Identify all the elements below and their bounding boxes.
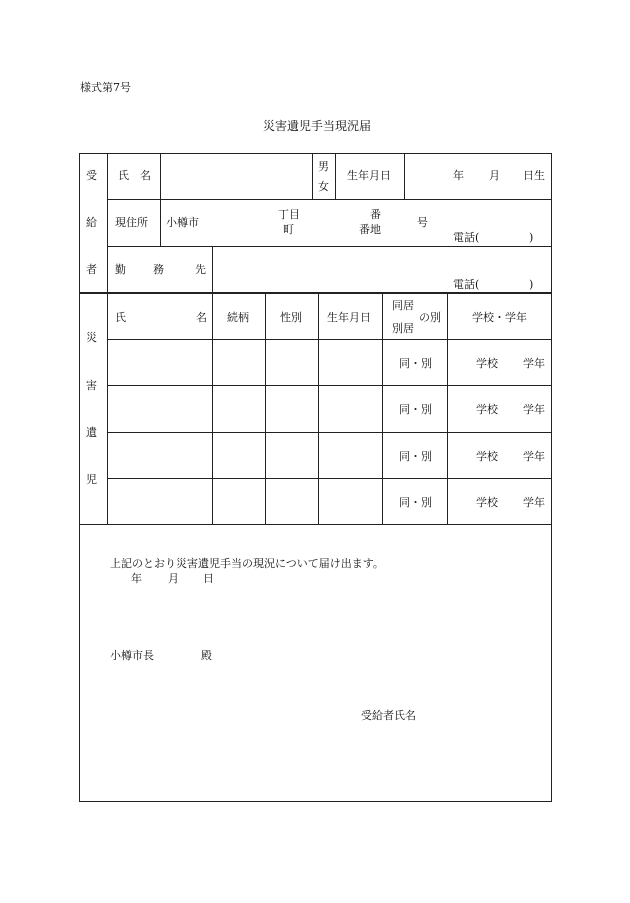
address-banchi: 番地 (359, 223, 381, 236)
row-line (107, 432, 552, 433)
row-cohab: 同・別 (399, 403, 432, 416)
col-line (335, 153, 336, 199)
section-char: 受 (86, 169, 97, 182)
phone-label: 電話( (453, 231, 480, 244)
col-line (312, 153, 313, 199)
birth-year: 年 (453, 169, 464, 182)
work-label: 務 (153, 263, 164, 276)
row-grade: 学年 (523, 403, 545, 416)
section-separator (79, 524, 552, 525)
declaration-year: 年 (131, 572, 142, 585)
section-char: 児 (86, 473, 97, 486)
section-char: 遺 (86, 426, 97, 439)
declaration-month: 月 (168, 572, 179, 585)
row-cohab: 同・別 (399, 496, 432, 509)
addressee: 小樽市長 (110, 649, 154, 662)
col-header-school: 学校・学年 (472, 311, 527, 324)
applicant-name-label: 受給者氏名 (361, 709, 416, 722)
col-line (160, 153, 161, 246)
row-grade: 学年 (523, 357, 545, 370)
address-city: 小樽市 (166, 216, 199, 229)
phone-close: ) (529, 231, 534, 244)
birth-day: 日生 (523, 169, 545, 182)
row-cohab: 同・別 (399, 357, 432, 370)
row-school: 学校 (476, 450, 498, 463)
work-label: 先 (195, 263, 206, 276)
address-ban: 番 (370, 208, 381, 221)
name-label: 氏 名 (118, 169, 151, 182)
frame-bottom (79, 801, 552, 802)
sex-male: 男 (318, 160, 329, 173)
section-char: 災 (86, 331, 97, 344)
row-grade: 学年 (523, 450, 545, 463)
section-char: 者 (86, 263, 97, 276)
col-header-cohab: の別 (419, 311, 441, 324)
work-label: 勤 (115, 263, 126, 276)
col-line (404, 153, 405, 199)
section-char: 害 (86, 379, 97, 392)
address-chome: 丁目 (278, 208, 300, 221)
col-header-sex: 性別 (280, 311, 302, 324)
form-number: 様式第7号 (80, 81, 131, 94)
frame-left (79, 153, 80, 802)
birth-label: 生年月日 (347, 169, 391, 182)
row-line (107, 246, 552, 247)
col-line (212, 293, 213, 525)
address-label: 現住所 (115, 216, 148, 229)
row-line (107, 478, 552, 479)
row-grade: 学年 (523, 496, 545, 509)
work-phone-label: 電話( (453, 278, 480, 291)
col-line (318, 293, 319, 525)
sex-female: 女 (318, 180, 329, 193)
declaration-text: 上記のとおり災害遺児手当の現況について届け出ます。 (110, 557, 384, 570)
section-char: 給 (86, 216, 97, 229)
page-title: 災害遺児手当現況届 (263, 119, 372, 133)
birth-month: 月 (489, 169, 500, 182)
col-line (382, 293, 383, 525)
declaration-day: 日 (203, 572, 214, 585)
address-go: 号 (417, 216, 428, 229)
col-line (212, 246, 213, 293)
section-separator (79, 292, 552, 294)
row-school: 学校 (476, 403, 498, 416)
row-line (107, 339, 552, 340)
row-school: 学校 (476, 357, 498, 370)
work-phone-close: ) (529, 278, 534, 291)
row-line (107, 385, 552, 386)
row-school: 学校 (476, 496, 498, 509)
col-header-name: 氏 (115, 311, 126, 324)
col-line (265, 293, 266, 525)
row-cohab: 同・別 (399, 450, 432, 463)
frame-top (79, 153, 552, 154)
col-line (447, 293, 448, 525)
col-header-cohab: 別居 (392, 322, 414, 335)
row-line (107, 199, 552, 200)
col-header-cohab: 同居 (392, 299, 414, 312)
address-machi: 町 (283, 223, 294, 236)
addressee-honorific: 殿 (201, 649, 212, 662)
col-header-relation: 続柄 (227, 311, 249, 324)
col-header-birth: 生年月日 (327, 311, 371, 324)
col-header-name: 名 (196, 311, 207, 324)
